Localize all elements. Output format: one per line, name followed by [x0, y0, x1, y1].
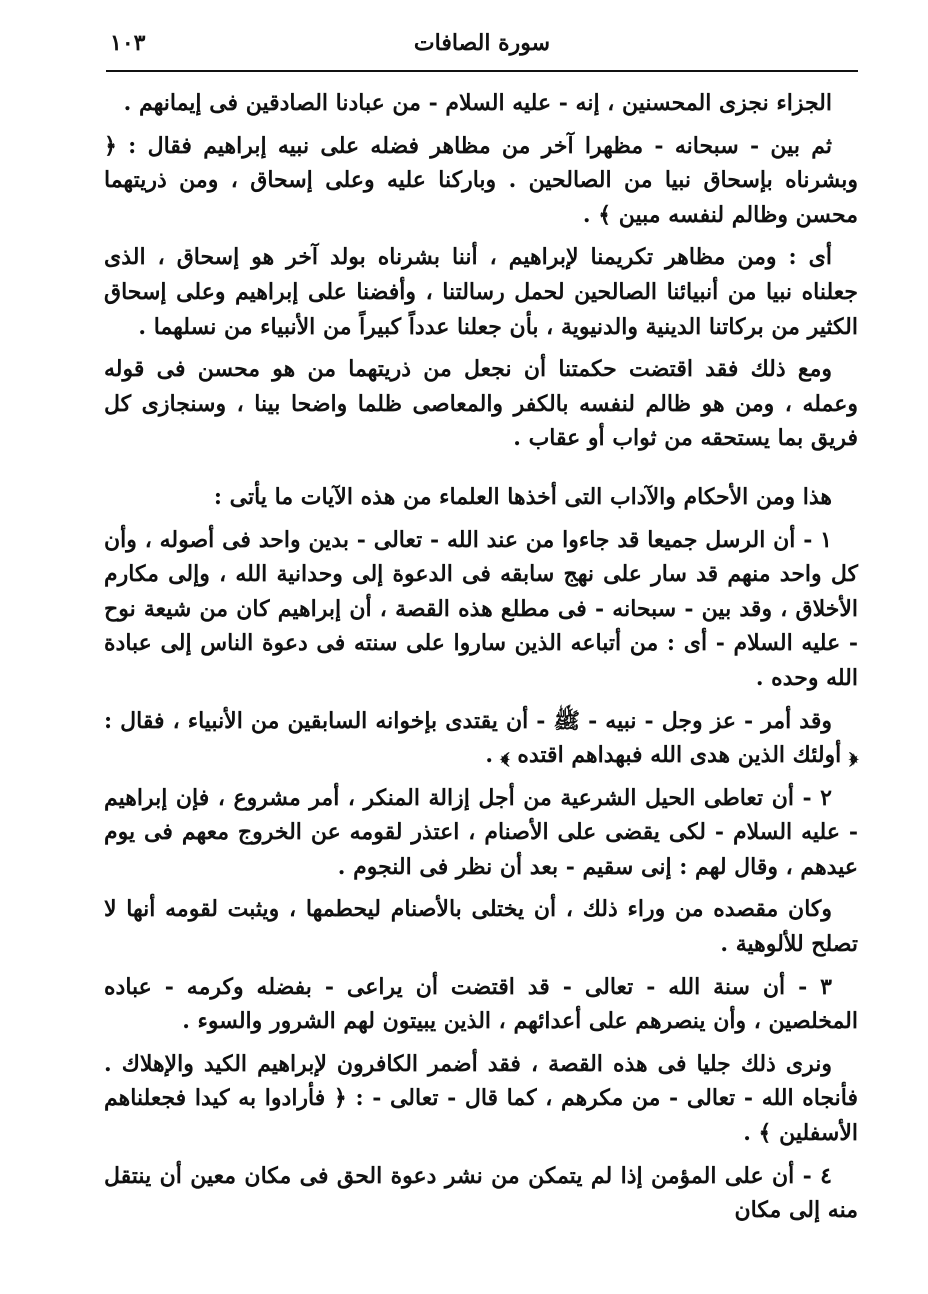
page-header [106, 26, 858, 66]
paragraph: ٢ - أن تعاطى الحيل الشرعية من أجل إزالة المنكر ، أمر مشروع ، فإن إبراهيم - عليه السلام - لكى يقضى على الأصنام ، اعتذر لقومه عن الخروج معهم فى يوم عيدهم ، وقال لهم : إنى سقيم - بعد أن نظر فى النجوم . [104, 784, 858, 880]
paragraph: هذا ومن الأحكام والآداب التى أخذها العلماء من هذه الآيات ما يأتى : [213, 483, 832, 510]
paragraph: ٤ - أن على المؤمن إذا لم يتمكن من نشر دعوة الحق فى مكان معين أن ينتقل منه إلى مكان [104, 1162, 858, 1224]
surah-title: سورة الصافات [413, 30, 551, 56]
body-text [104, 86, 858, 1236]
paragraph: ١ - أن الرسل جميعا قد جاءوا من عند الله - تعالى - بدين واحد فى أصوله ، وأن كل واحد منهم قد سار على نهج سابقه فى الدعوة إلى وحدانية الله ، وإلى مكارم الأخلاق ، وقد بين - سبحانه - فى مطلع هذه القصة ، أن إبراهيم كان من شيعة نوح - عليه السلام - أى : من أتباعه الذين ساروا على سنته فى دعوة الناس إلى عبادة الله وحده . [104, 526, 859, 691]
header-divider [106, 70, 858, 72]
paragraph: ثم بين - سبحانه - مظهرا آخر من مظاهر فضله على نبيه إبراهيم فقال : ﴿ وبشرناه بإسحاق نبيا من الصالحين . وباركنا عليه وعلى إسحاق ، ومن ذريتهما محسن وظالم لنفسه مبين ﴾ . [104, 132, 858, 228]
paragraph: وقد أمر - عز وجل - نبيه - ﷺ - أن يقتدى بإخوانه السابقين من الأنبياء ، فقال : ﴿ أولئك الذين هدى الله فبهداهم اقتده ﴾ . [104, 707, 858, 769]
paragraph: أى : ومن مظاهر تكريمنا لإبراهيم ، أننا بشرناه بولد آخر هو إسحاق ، الذى جعلناه نبيا من أنبيائنا الصالحين لحمل رسالتنا ، وأفضنا على إبراهيم وعلى إسحاق الكثير من بركاتنا الدينية والدنيوية ، بأن جعلنا عدداً كبيراً من الأنبياء من نسلهما . [104, 244, 858, 340]
paragraph: ونرى ذلك جليا فى هذه القصة ، فقد أضمر الكافرون لإبراهيم الكيد والإهلاك . فأنجاه الله - تعالى - من مكرهم ، كما قال - تعالى - : ﴿ فأرادوا به كيدا فجعلناهم الأسفلين ﴾ . [104, 1050, 858, 1147]
paragraph: وكان مقصده من وراء ذلك ، أن يختلى بالأصنام ليحطمها ، ويثبت لقومه أنها لا تصلح للألوهية . [104, 896, 858, 958]
paragraph: ومع ذلك فقد اقتضت حكمتنا أن نجعل من ذريتهما من هو محسن فى قوله وعمله ، ومن هو ظالم لنفسه بالكفر والمعاصى ظلما واضحا بينا ، وسنجازى كل فريق بما يستحقه من ثواب أو عقاب . [104, 356, 858, 452]
paragraph: ٣ - أن سنة الله - تعالى - قد اقتضت أن يراعى - بفضله وكرمه - عباده المخلصين ، وأن ينصرهم على أعدائهم ، الذين يبيتون لهم الشرور والسوء . [104, 973, 858, 1035]
page-number: ١٠٣ [110, 30, 146, 56]
paragraph: الجزاء نجزى المحسنين ، إنه - عليه السلام - من عبادنا الصادقين فى إيمانهم . [123, 90, 832, 116]
